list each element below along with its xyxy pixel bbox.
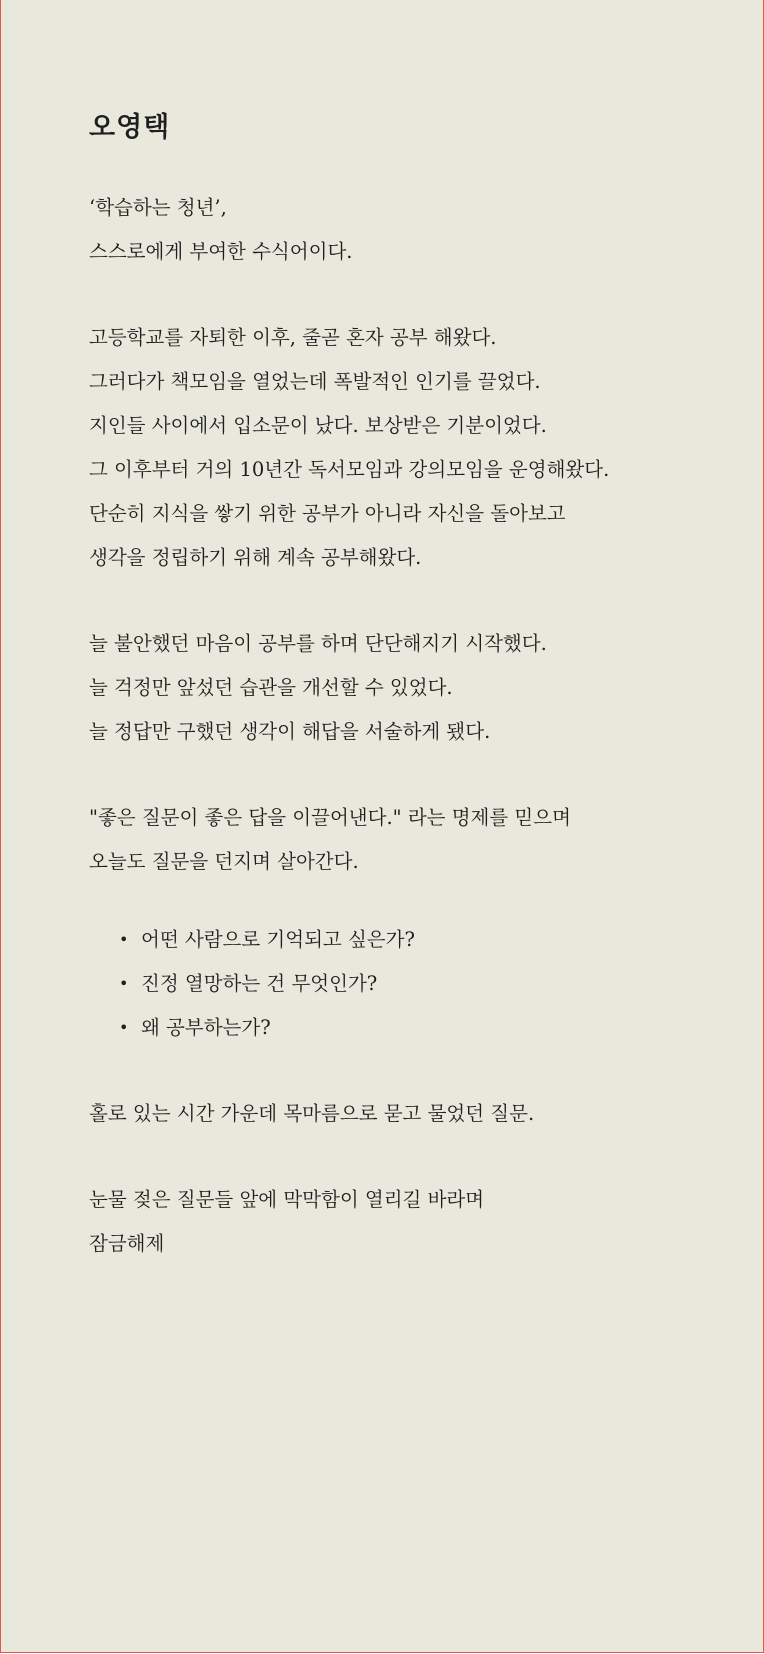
text-line: 늘 걱정만 앞섰던 습관을 개선할 수 있었다. bbox=[89, 676, 453, 699]
essay-content bbox=[89, 108, 729, 1308]
text-line: "좋은 질문이 좋은 답을 이끌어낸다." 라는 명제를 믿으며 bbox=[89, 806, 571, 829]
question-item bbox=[119, 962, 729, 1006]
question-text: 왜 공부하는가? bbox=[141, 1016, 271, 1039]
text-line: ‘학습하는 청년’, bbox=[89, 196, 227, 219]
paragraph-change bbox=[89, 622, 729, 754]
text-line: 홀로 있는 시간 가운데 목마름으로 묻고 물었던 질문. bbox=[89, 1102, 535, 1125]
text-line: 오늘도 질문을 던지며 살아간다. bbox=[89, 850, 359, 873]
text-line: 눈물 젖은 질문들 앞에 막막함이 열리길 바라며 bbox=[89, 1188, 485, 1211]
paragraph-closing bbox=[89, 1178, 729, 1266]
text-line: 스스로에게 부여한 수식어이다. bbox=[89, 240, 353, 263]
author-name: 오영택 bbox=[89, 112, 171, 143]
paragraph-background bbox=[89, 316, 729, 580]
text-line: 그 이후부터 거의 10년간 독서모임과 강의모임을 운영해왔다. bbox=[89, 458, 610, 481]
bullet-icon: • bbox=[119, 974, 129, 993]
question-list bbox=[89, 918, 729, 1050]
paragraph-intro bbox=[89, 186, 729, 274]
text-line: 지인들 사이에서 입소문이 났다. 보상받은 기분이었다. bbox=[89, 414, 547, 437]
question-text: 진정 열망하는 건 무엇인가? bbox=[141, 972, 378, 995]
paragraph-motto bbox=[89, 796, 729, 884]
question-text: 어떤 사람으로 기억되고 싶은가? bbox=[141, 928, 415, 951]
text-line: 늘 정답만 구했던 생각이 해답을 서술하게 됐다. bbox=[89, 720, 491, 743]
question-item bbox=[119, 1006, 729, 1050]
text-line: 고등학교를 자퇴한 이후, 줄곧 혼자 공부 해왔다. bbox=[89, 326, 497, 349]
question-item bbox=[119, 918, 729, 962]
text-line: 늘 불안했던 마음이 공부를 하며 단단해지기 시작했다. bbox=[89, 632, 547, 655]
bullet-icon: • bbox=[119, 930, 129, 949]
text-line: 생각을 정립하기 위해 계속 공부해왔다. bbox=[89, 546, 422, 569]
text-line: 단순히 지식을 쌓기 위한 공부가 아니라 자신을 돌아보고 bbox=[89, 502, 566, 525]
bullet-icon: • bbox=[119, 1018, 129, 1037]
paragraph-solitude bbox=[89, 1092, 729, 1136]
text-line: 잠금해제 bbox=[89, 1232, 165, 1255]
text-line: 그러다가 책모임을 열었는데 폭발적인 인기를 끌었다. bbox=[89, 370, 541, 393]
